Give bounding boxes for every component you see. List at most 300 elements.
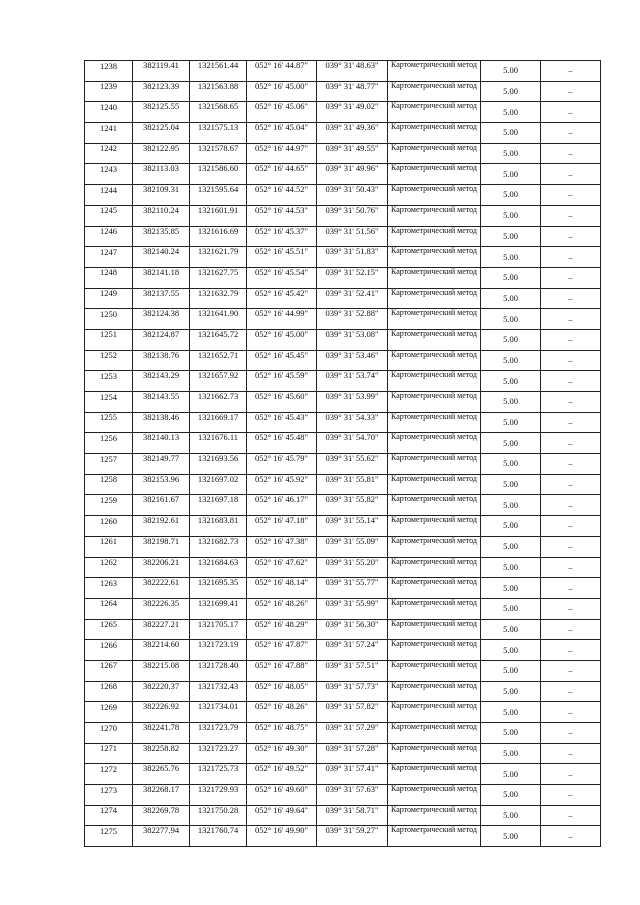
note-cell: – xyxy=(541,392,601,413)
longitude-cell: 039° 31' 51.83" xyxy=(317,247,388,268)
longitude-cell: 039° 31' 49.96" xyxy=(317,164,388,185)
method-cell: Картометрический метод xyxy=(388,102,481,123)
point-number-cell: 1275 xyxy=(85,826,133,847)
point-number-cell: 1261 xyxy=(85,536,133,557)
note-cell: – xyxy=(541,143,601,164)
longitude-cell: 039° 31' 51.56" xyxy=(317,226,388,247)
accuracy-cell: 5.00 xyxy=(481,350,541,371)
accuracy-cell: 5.00 xyxy=(481,226,541,247)
longitude-cell: 039° 31' 52.41" xyxy=(317,288,388,309)
coordinates-table xyxy=(84,60,601,847)
method-cell: Картометрический метод xyxy=(388,619,481,640)
point-number-cell: 1259 xyxy=(85,495,133,516)
y-coordinate-cell: 1321621.79 xyxy=(190,247,247,268)
point-number-cell: 1273 xyxy=(85,785,133,806)
x-coordinate-cell: 382125.55 xyxy=(133,102,190,123)
y-coordinate-cell: 1321723.79 xyxy=(190,723,247,744)
latitude-cell: 052° 16' 45.48" xyxy=(247,433,317,454)
latitude-cell: 052° 16' 48.14" xyxy=(247,578,317,599)
accuracy-cell: 5.00 xyxy=(481,640,541,661)
y-coordinate-cell: 1321695.35 xyxy=(190,578,247,599)
method-cell: Картометрический метод xyxy=(388,495,481,516)
y-coordinate-cell: 1321729.93 xyxy=(190,785,247,806)
note-cell: – xyxy=(541,288,601,309)
y-coordinate-cell: 1321697.18 xyxy=(190,495,247,516)
point-number-cell: 1260 xyxy=(85,516,133,537)
note-cell: – xyxy=(541,81,601,102)
accuracy-cell: 5.00 xyxy=(481,826,541,847)
longitude-cell: 039° 31' 57.41" xyxy=(317,764,388,785)
y-coordinate-cell: 1321723.27 xyxy=(190,743,247,764)
y-coordinate-cell: 1321697.02 xyxy=(190,474,247,495)
longitude-cell: 039° 31' 53.99" xyxy=(317,392,388,413)
y-coordinate-cell: 1321616.69 xyxy=(190,226,247,247)
method-cell: Картометрический метод xyxy=(388,350,481,371)
note-cell: – xyxy=(541,516,601,537)
note-cell: – xyxy=(541,412,601,433)
x-coordinate-cell: 382198.71 xyxy=(133,536,190,557)
longitude-cell: 039° 31' 54.70" xyxy=(317,433,388,454)
accuracy-cell: 5.00 xyxy=(481,392,541,413)
accuracy-cell: 5.00 xyxy=(481,123,541,144)
note-cell: – xyxy=(541,619,601,640)
point-number-cell: 1269 xyxy=(85,702,133,723)
accuracy-cell: 5.00 xyxy=(481,412,541,433)
longitude-cell: 039° 31' 55.99" xyxy=(317,598,388,619)
x-coordinate-cell: 382143.55 xyxy=(133,392,190,413)
latitude-cell: 052° 16' 45.43" xyxy=(247,412,317,433)
y-coordinate-cell: 1321563.88 xyxy=(190,81,247,102)
table-row xyxy=(85,102,601,123)
accuracy-cell: 5.00 xyxy=(481,557,541,578)
note-cell: – xyxy=(541,474,601,495)
accuracy-cell: 5.00 xyxy=(481,288,541,309)
table-row xyxy=(85,185,601,206)
note-cell: – xyxy=(541,309,601,330)
longitude-cell: 039° 31' 50.43" xyxy=(317,185,388,206)
table-body xyxy=(85,61,601,847)
x-coordinate-cell: 382135.85 xyxy=(133,226,190,247)
accuracy-cell: 5.00 xyxy=(481,536,541,557)
table-row xyxy=(85,205,601,226)
y-coordinate-cell: 1321750.28 xyxy=(190,805,247,826)
x-coordinate-cell: 382110.24 xyxy=(133,205,190,226)
note-cell: – xyxy=(541,247,601,268)
method-cell: Картометрический метод xyxy=(388,640,481,661)
y-coordinate-cell: 1321699.41 xyxy=(190,598,247,619)
x-coordinate-cell: 382143.29 xyxy=(133,371,190,392)
accuracy-cell: 5.00 xyxy=(481,143,541,164)
table-row xyxy=(85,164,601,185)
x-coordinate-cell: 382161.67 xyxy=(133,495,190,516)
accuracy-cell: 5.00 xyxy=(481,329,541,350)
table-row xyxy=(85,826,601,847)
longitude-cell: 039° 31' 55.62" xyxy=(317,454,388,475)
longitude-cell: 039° 31' 57.28" xyxy=(317,743,388,764)
y-coordinate-cell: 1321645.72 xyxy=(190,329,247,350)
point-number-cell: 1249 xyxy=(85,288,133,309)
longitude-cell: 039° 31' 57.63" xyxy=(317,785,388,806)
table-row xyxy=(85,247,601,268)
x-coordinate-cell: 382215.08 xyxy=(133,660,190,681)
table-row xyxy=(85,350,601,371)
accuracy-cell: 5.00 xyxy=(481,516,541,537)
latitude-cell: 052° 16' 45.45" xyxy=(247,350,317,371)
y-coordinate-cell: 1321568.65 xyxy=(190,102,247,123)
method-cell: Картометрический метод xyxy=(388,164,481,185)
method-cell: Картометрический метод xyxy=(388,826,481,847)
note-cell: – xyxy=(541,805,601,826)
table-row xyxy=(85,433,601,454)
note-cell: – xyxy=(541,226,601,247)
method-cell: Картометрический метод xyxy=(388,226,481,247)
table-row xyxy=(85,702,601,723)
note-cell: – xyxy=(541,681,601,702)
point-number-cell: 1254 xyxy=(85,392,133,413)
table-row xyxy=(85,143,601,164)
point-number-cell: 1268 xyxy=(85,681,133,702)
note-cell: – xyxy=(541,433,601,454)
latitude-cell: 052° 16' 45.59" xyxy=(247,371,317,392)
table-row xyxy=(85,392,601,413)
method-cell: Картометрический метод xyxy=(388,61,481,82)
point-number-cell: 1244 xyxy=(85,185,133,206)
point-number-cell: 1251 xyxy=(85,329,133,350)
note-cell: – xyxy=(541,785,601,806)
latitude-cell: 052° 16' 47.87" xyxy=(247,640,317,661)
method-cell: Картометрический метод xyxy=(388,247,481,268)
x-coordinate-cell: 382226.92 xyxy=(133,702,190,723)
latitude-cell: 052° 16' 48.29" xyxy=(247,619,317,640)
longitude-cell: 039° 31' 55.14" xyxy=(317,516,388,537)
accuracy-cell: 5.00 xyxy=(481,681,541,702)
point-number-cell: 1256 xyxy=(85,433,133,454)
longitude-cell: 039° 31' 48.63" xyxy=(317,61,388,82)
x-coordinate-cell: 382153.96 xyxy=(133,474,190,495)
note-cell: – xyxy=(541,185,601,206)
x-coordinate-cell: 382227.21 xyxy=(133,619,190,640)
method-cell: Картометрический метод xyxy=(388,764,481,785)
longitude-cell: 039° 31' 55.20" xyxy=(317,557,388,578)
y-coordinate-cell: 1321734.01 xyxy=(190,702,247,723)
y-coordinate-cell: 1321669.17 xyxy=(190,412,247,433)
latitude-cell: 052° 16' 49.52" xyxy=(247,764,317,785)
method-cell: Картометрический метод xyxy=(388,288,481,309)
method-cell: Картометрический метод xyxy=(388,267,481,288)
table-row xyxy=(85,660,601,681)
latitude-cell: 052° 16' 44.97" xyxy=(247,143,317,164)
y-coordinate-cell: 1321595.64 xyxy=(190,185,247,206)
longitude-cell: 039° 31' 53.46" xyxy=(317,350,388,371)
note-cell: – xyxy=(541,205,601,226)
accuracy-cell: 5.00 xyxy=(481,185,541,206)
latitude-cell: 052° 16' 44.87" xyxy=(247,61,317,82)
latitude-cell: 052° 16' 48.26" xyxy=(247,702,317,723)
accuracy-cell: 5.00 xyxy=(481,723,541,744)
note-cell: – xyxy=(541,764,601,785)
x-coordinate-cell: 382241.78 xyxy=(133,723,190,744)
table-row xyxy=(85,454,601,475)
table-row xyxy=(85,81,601,102)
longitude-cell: 039° 31' 58.71" xyxy=(317,805,388,826)
method-cell: Картометрический метод xyxy=(388,578,481,599)
longitude-cell: 039° 31' 55.81" xyxy=(317,474,388,495)
y-coordinate-cell: 1321601.91 xyxy=(190,205,247,226)
y-coordinate-cell: 1321641.90 xyxy=(190,309,247,330)
x-coordinate-cell: 382214.60 xyxy=(133,640,190,661)
y-coordinate-cell: 1321627.75 xyxy=(190,267,247,288)
longitude-cell: 039° 31' 48.77" xyxy=(317,81,388,102)
accuracy-cell: 5.00 xyxy=(481,578,541,599)
latitude-cell: 052° 16' 45.06" xyxy=(247,102,317,123)
method-cell: Картометрический метод xyxy=(388,392,481,413)
point-number-cell: 1267 xyxy=(85,660,133,681)
point-number-cell: 1264 xyxy=(85,598,133,619)
longitude-cell: 039° 31' 55.77" xyxy=(317,578,388,599)
latitude-cell: 052° 16' 49.30" xyxy=(247,743,317,764)
table-row xyxy=(85,371,601,392)
table-row xyxy=(85,619,601,640)
x-coordinate-cell: 382113.03 xyxy=(133,164,190,185)
method-cell: Картометрический метод xyxy=(388,205,481,226)
method-cell: Картометрический метод xyxy=(388,412,481,433)
table-row xyxy=(85,474,601,495)
point-number-cell: 1265 xyxy=(85,619,133,640)
accuracy-cell: 5.00 xyxy=(481,61,541,82)
latitude-cell: 052° 16' 47.38" xyxy=(247,536,317,557)
point-number-cell: 1274 xyxy=(85,805,133,826)
point-number-cell: 1266 xyxy=(85,640,133,661)
table-row xyxy=(85,288,601,309)
table-row xyxy=(85,598,601,619)
note-cell: – xyxy=(541,826,601,847)
latitude-cell: 052° 16' 45.92" xyxy=(247,474,317,495)
point-number-cell: 1272 xyxy=(85,764,133,785)
x-coordinate-cell: 382268.17 xyxy=(133,785,190,806)
longitude-cell: 039° 31' 49.02" xyxy=(317,102,388,123)
point-number-cell: 1252 xyxy=(85,350,133,371)
y-coordinate-cell: 1321561.44 xyxy=(190,61,247,82)
point-number-cell: 1263 xyxy=(85,578,133,599)
latitude-cell: 052° 16' 47.62" xyxy=(247,557,317,578)
y-coordinate-cell: 1321723.19 xyxy=(190,640,247,661)
point-number-cell: 1262 xyxy=(85,557,133,578)
latitude-cell: 052° 16' 44.52" xyxy=(247,185,317,206)
longitude-cell: 039° 31' 56.30" xyxy=(317,619,388,640)
method-cell: Картометрический метод xyxy=(388,598,481,619)
latitude-cell: 052° 16' 49.64" xyxy=(247,805,317,826)
table-row xyxy=(85,681,601,702)
method-cell: Картометрический метод xyxy=(388,433,481,454)
point-number-cell: 1258 xyxy=(85,474,133,495)
point-number-cell: 1246 xyxy=(85,226,133,247)
table-row xyxy=(85,61,601,82)
point-number-cell: 1271 xyxy=(85,743,133,764)
x-coordinate-cell: 382265.76 xyxy=(133,764,190,785)
y-coordinate-cell: 1321684.63 xyxy=(190,557,247,578)
method-cell: Картометрический метод xyxy=(388,557,481,578)
method-cell: Картометрический метод xyxy=(388,723,481,744)
method-cell: Картометрический метод xyxy=(388,516,481,537)
point-number-cell: 1270 xyxy=(85,723,133,744)
note-cell: – xyxy=(541,329,601,350)
longitude-cell: 039° 31' 50.76" xyxy=(317,205,388,226)
note-cell: – xyxy=(541,102,601,123)
method-cell: Картометрический метод xyxy=(388,702,481,723)
note-cell: – xyxy=(541,743,601,764)
x-coordinate-cell: 382206.21 xyxy=(133,557,190,578)
latitude-cell: 052° 16' 45.79" xyxy=(247,454,317,475)
method-cell: Картометрический метод xyxy=(388,143,481,164)
note-cell: – xyxy=(541,371,601,392)
table-row xyxy=(85,557,601,578)
note-cell: – xyxy=(541,557,601,578)
table-row xyxy=(85,516,601,537)
note-cell: – xyxy=(541,598,601,619)
method-cell: Картометрический метод xyxy=(388,185,481,206)
x-coordinate-cell: 382137.55 xyxy=(133,288,190,309)
x-coordinate-cell: 382124.87 xyxy=(133,329,190,350)
x-coordinate-cell: 382192.61 xyxy=(133,516,190,537)
note-cell: – xyxy=(541,495,601,516)
point-number-cell: 1247 xyxy=(85,247,133,268)
note-cell: – xyxy=(541,267,601,288)
longitude-cell: 039° 31' 52.88" xyxy=(317,309,388,330)
y-coordinate-cell: 1321683.81 xyxy=(190,516,247,537)
method-cell: Картометрический метод xyxy=(388,309,481,330)
accuracy-cell: 5.00 xyxy=(481,660,541,681)
table-row xyxy=(85,309,601,330)
y-coordinate-cell: 1321728.40 xyxy=(190,660,247,681)
accuracy-cell: 5.00 xyxy=(481,495,541,516)
latitude-cell: 052° 16' 44.99" xyxy=(247,309,317,330)
longitude-cell: 039° 31' 55.09" xyxy=(317,536,388,557)
y-coordinate-cell: 1321732.43 xyxy=(190,681,247,702)
note-cell: – xyxy=(541,640,601,661)
x-coordinate-cell: 382119.41 xyxy=(133,61,190,82)
accuracy-cell: 5.00 xyxy=(481,598,541,619)
latitude-cell: 052° 16' 45.42" xyxy=(247,288,317,309)
accuracy-cell: 5.00 xyxy=(481,309,541,330)
accuracy-cell: 5.00 xyxy=(481,102,541,123)
x-coordinate-cell: 382140.13 xyxy=(133,433,190,454)
note-cell: – xyxy=(541,454,601,475)
accuracy-cell: 5.00 xyxy=(481,474,541,495)
longitude-cell: 039° 31' 49.36" xyxy=(317,123,388,144)
method-cell: Картометрический метод xyxy=(388,743,481,764)
longitude-cell: 039° 31' 57.51" xyxy=(317,660,388,681)
accuracy-cell: 5.00 xyxy=(481,371,541,392)
accuracy-cell: 5.00 xyxy=(481,764,541,785)
y-coordinate-cell: 1321657.92 xyxy=(190,371,247,392)
point-number-cell: 1255 xyxy=(85,412,133,433)
longitude-cell: 039° 31' 53.08" xyxy=(317,329,388,350)
method-cell: Картометрический метод xyxy=(388,805,481,826)
longitude-cell: 039° 31' 49.55" xyxy=(317,143,388,164)
note-cell: – xyxy=(541,578,601,599)
x-coordinate-cell: 382149.77 xyxy=(133,454,190,475)
accuracy-cell: 5.00 xyxy=(481,454,541,475)
x-coordinate-cell: 382124.38 xyxy=(133,309,190,330)
y-coordinate-cell: 1321578.67 xyxy=(190,143,247,164)
x-coordinate-cell: 382122.95 xyxy=(133,143,190,164)
table-row xyxy=(85,412,601,433)
point-number-cell: 1250 xyxy=(85,309,133,330)
y-coordinate-cell: 1321725.73 xyxy=(190,764,247,785)
latitude-cell: 052° 16' 48.26" xyxy=(247,598,317,619)
latitude-cell: 052° 16' 48.05" xyxy=(247,681,317,702)
point-number-cell: 1245 xyxy=(85,205,133,226)
longitude-cell: 039° 31' 52.15" xyxy=(317,267,388,288)
table-row xyxy=(85,536,601,557)
note-cell: – xyxy=(541,723,601,744)
table-row xyxy=(85,267,601,288)
longitude-cell: 039° 31' 54.33" xyxy=(317,412,388,433)
method-cell: Картометрический метод xyxy=(388,474,481,495)
point-number-cell: 1240 xyxy=(85,102,133,123)
accuracy-cell: 5.00 xyxy=(481,805,541,826)
note-cell: – xyxy=(541,702,601,723)
point-number-cell: 1241 xyxy=(85,123,133,144)
table-row xyxy=(85,495,601,516)
table-row xyxy=(85,723,601,744)
longitude-cell: 039° 31' 57.73" xyxy=(317,681,388,702)
method-cell: Картометрический метод xyxy=(388,681,481,702)
point-number-cell: 1257 xyxy=(85,454,133,475)
accuracy-cell: 5.00 xyxy=(481,433,541,454)
note-cell: – xyxy=(541,123,601,144)
point-number-cell: 1242 xyxy=(85,143,133,164)
x-coordinate-cell: 382123.39 xyxy=(133,81,190,102)
x-coordinate-cell: 382141.18 xyxy=(133,267,190,288)
x-coordinate-cell: 382109.31 xyxy=(133,185,190,206)
x-coordinate-cell: 382140.24 xyxy=(133,247,190,268)
y-coordinate-cell: 1321705.17 xyxy=(190,619,247,640)
latitude-cell: 052° 16' 48.75" xyxy=(247,723,317,744)
method-cell: Картометрический метод xyxy=(388,329,481,350)
point-number-cell: 1253 xyxy=(85,371,133,392)
y-coordinate-cell: 1321693.56 xyxy=(190,454,247,475)
latitude-cell: 052° 16' 45.00" xyxy=(247,81,317,102)
accuracy-cell: 5.00 xyxy=(481,164,541,185)
point-number-cell: 1243 xyxy=(85,164,133,185)
method-cell: Картометрический метод xyxy=(388,785,481,806)
x-coordinate-cell: 382138.46 xyxy=(133,412,190,433)
accuracy-cell: 5.00 xyxy=(481,619,541,640)
table-row xyxy=(85,329,601,350)
table-row xyxy=(85,640,601,661)
y-coordinate-cell: 1321586.60 xyxy=(190,164,247,185)
x-coordinate-cell: 382258.82 xyxy=(133,743,190,764)
latitude-cell: 052° 16' 49.60" xyxy=(247,785,317,806)
latitude-cell: 052° 16' 44.53" xyxy=(247,205,317,226)
latitude-cell: 052° 16' 45.54" xyxy=(247,267,317,288)
table-row xyxy=(85,226,601,247)
table-row xyxy=(85,785,601,806)
accuracy-cell: 5.00 xyxy=(481,702,541,723)
accuracy-cell: 5.00 xyxy=(481,267,541,288)
y-coordinate-cell: 1321662.73 xyxy=(190,392,247,413)
method-cell: Картометрический метод xyxy=(388,123,481,144)
method-cell: Картометрический метод xyxy=(388,371,481,392)
table-row xyxy=(85,578,601,599)
note-cell: – xyxy=(541,350,601,371)
point-number-cell: 1248 xyxy=(85,267,133,288)
x-coordinate-cell: 382269.78 xyxy=(133,805,190,826)
y-coordinate-cell: 1321575.13 xyxy=(190,123,247,144)
method-cell: Картометрический метод xyxy=(388,536,481,557)
latitude-cell: 052° 16' 45.37" xyxy=(247,226,317,247)
